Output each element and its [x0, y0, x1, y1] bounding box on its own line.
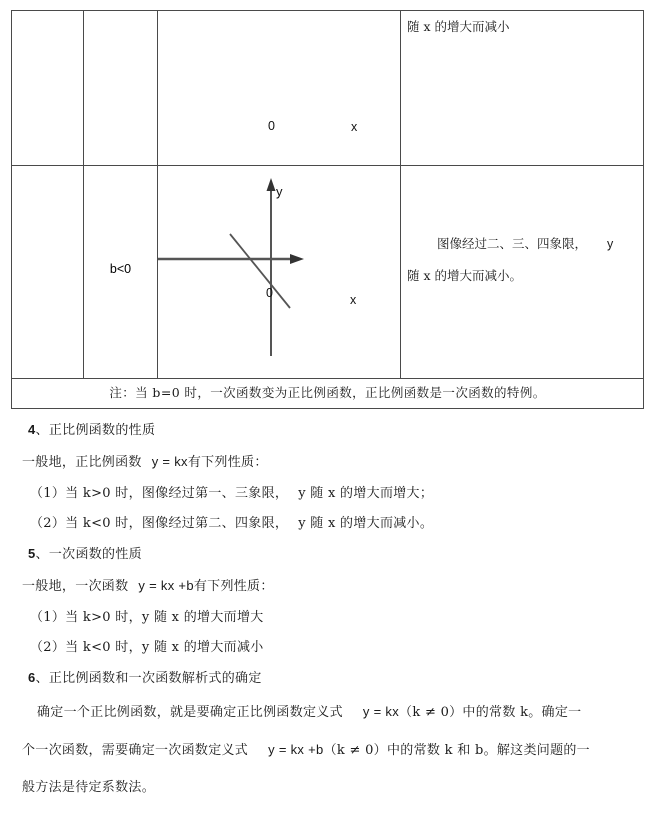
cell-graph-b-negative: [158, 166, 401, 379]
formula: y = kx +b: [138, 578, 194, 593]
cell-graph-top: [158, 11, 401, 166]
item-tail: y 随 x 的增大而增大；: [298, 486, 434, 501]
body-content: [0, 415, 654, 807]
section-heading-6: [28, 663, 654, 693]
description-line-2: 随 x 的增大而减小。: [407, 268, 522, 283]
intro-prefix: 一般地，一次函数: [22, 579, 129, 594]
section-number: 4: [28, 422, 36, 437]
intro-prefix: 一般地，正比例函数: [22, 455, 142, 470]
formula: y = kx +b: [268, 742, 324, 757]
item-label: （2）当 k<0 时，图像经过第二、四象限，: [30, 516, 289, 531]
cell-text: [84, 11, 157, 15]
cell-description-top: [401, 11, 644, 166]
note-text: 注：当 b=0 时，一次函数变为正比例函数，正比例函数是一次函数的特例。: [109, 385, 546, 400]
section-5-item-1: [30, 603, 654, 633]
section-separator: 、: [35, 423, 49, 438]
section-title: 正比例函数的性质: [48, 423, 156, 438]
formula: y = kx: [362, 704, 400, 719]
section-6-body-line-3: 般方法是待定系数法。: [22, 780, 156, 795]
cell-condition-group-mid: [12, 166, 84, 379]
graph-x-axis-label: x: [350, 293, 357, 307]
graph-y-axis-label: y: [276, 184, 283, 199]
x-axis-arrowhead-icon: [290, 254, 304, 264]
cell-text: [12, 11, 83, 15]
table-row-note: [12, 379, 644, 409]
section-6-body-line-2: [22, 731, 654, 769]
section-5-item-2: [30, 633, 654, 663]
cell-note: [12, 379, 644, 409]
description-variable: y: [607, 237, 614, 251]
body-text-a: 个一次函数，需要确定一次函数定义式: [22, 743, 249, 758]
cell-description-b-negative: [401, 166, 644, 379]
body-text-b: （k ≠ 0）中的常数 k 和 b。解这类问题的一: [323, 743, 590, 758]
graph-x-axis-label: x: [351, 120, 358, 134]
item-label: （1）当 k>0 时，y 随 x 的增大而增大: [30, 610, 264, 625]
section-heading-5: [28, 539, 654, 569]
section-number: 6: [28, 670, 36, 685]
body-text-b: （k ≠ 0）中的常数 k。确定一: [399, 705, 582, 720]
section-separator: 、: [35, 547, 49, 562]
cell-condition-top: [84, 11, 158, 166]
intro-suffix: 有下列性质：: [193, 579, 274, 594]
table-row: [12, 166, 644, 379]
body-text-a: 确定一个正比例函数，就是要确定正比例函数定义式: [37, 705, 343, 720]
cell-condition-group-top: [12, 11, 84, 166]
cell-text: [12, 166, 83, 170]
formula: y = kx: [151, 454, 188, 469]
section-4-item-2: [30, 509, 654, 539]
section-5-intro: [22, 569, 654, 603]
description-line-1: [401, 228, 643, 260]
function-properties-table: [11, 10, 644, 409]
cell-condition-b-negative: [84, 166, 158, 379]
graph-origin-label: 0: [268, 119, 275, 133]
item-tail: y 随 x 的增大而减小。: [298, 516, 434, 531]
intro-suffix: 有下列性质：: [187, 455, 268, 470]
section-heading-4: [28, 415, 654, 445]
condition-label: b<0: [109, 262, 132, 276]
section-4-item-1: [30, 479, 654, 509]
section-separator: 、: [35, 671, 49, 686]
function-line-negative-slope: [230, 234, 290, 308]
item-label: （1）当 k>0 时，图像经过第一、三象限，: [30, 486, 289, 501]
section-6-body-line-1: [37, 693, 654, 731]
section-title: 正比例函数和一次函数解析式的确定: [48, 671, 262, 686]
table-row: [12, 11, 644, 166]
graph-origin-label: 0: [266, 286, 273, 300]
section-number: 5: [28, 546, 36, 561]
section-title: 一次函数的性质: [48, 547, 142, 562]
description-text: 图像经过二、三、四象限，: [437, 236, 588, 251]
section-4-intro: [22, 445, 654, 479]
item-label: （2）当 k<0 时，y 随 x 的增大而减小: [30, 640, 264, 655]
y-axis-arrowhead-icon: [267, 178, 276, 191]
cell-text: 随 x 的增大而减小: [407, 19, 510, 34]
